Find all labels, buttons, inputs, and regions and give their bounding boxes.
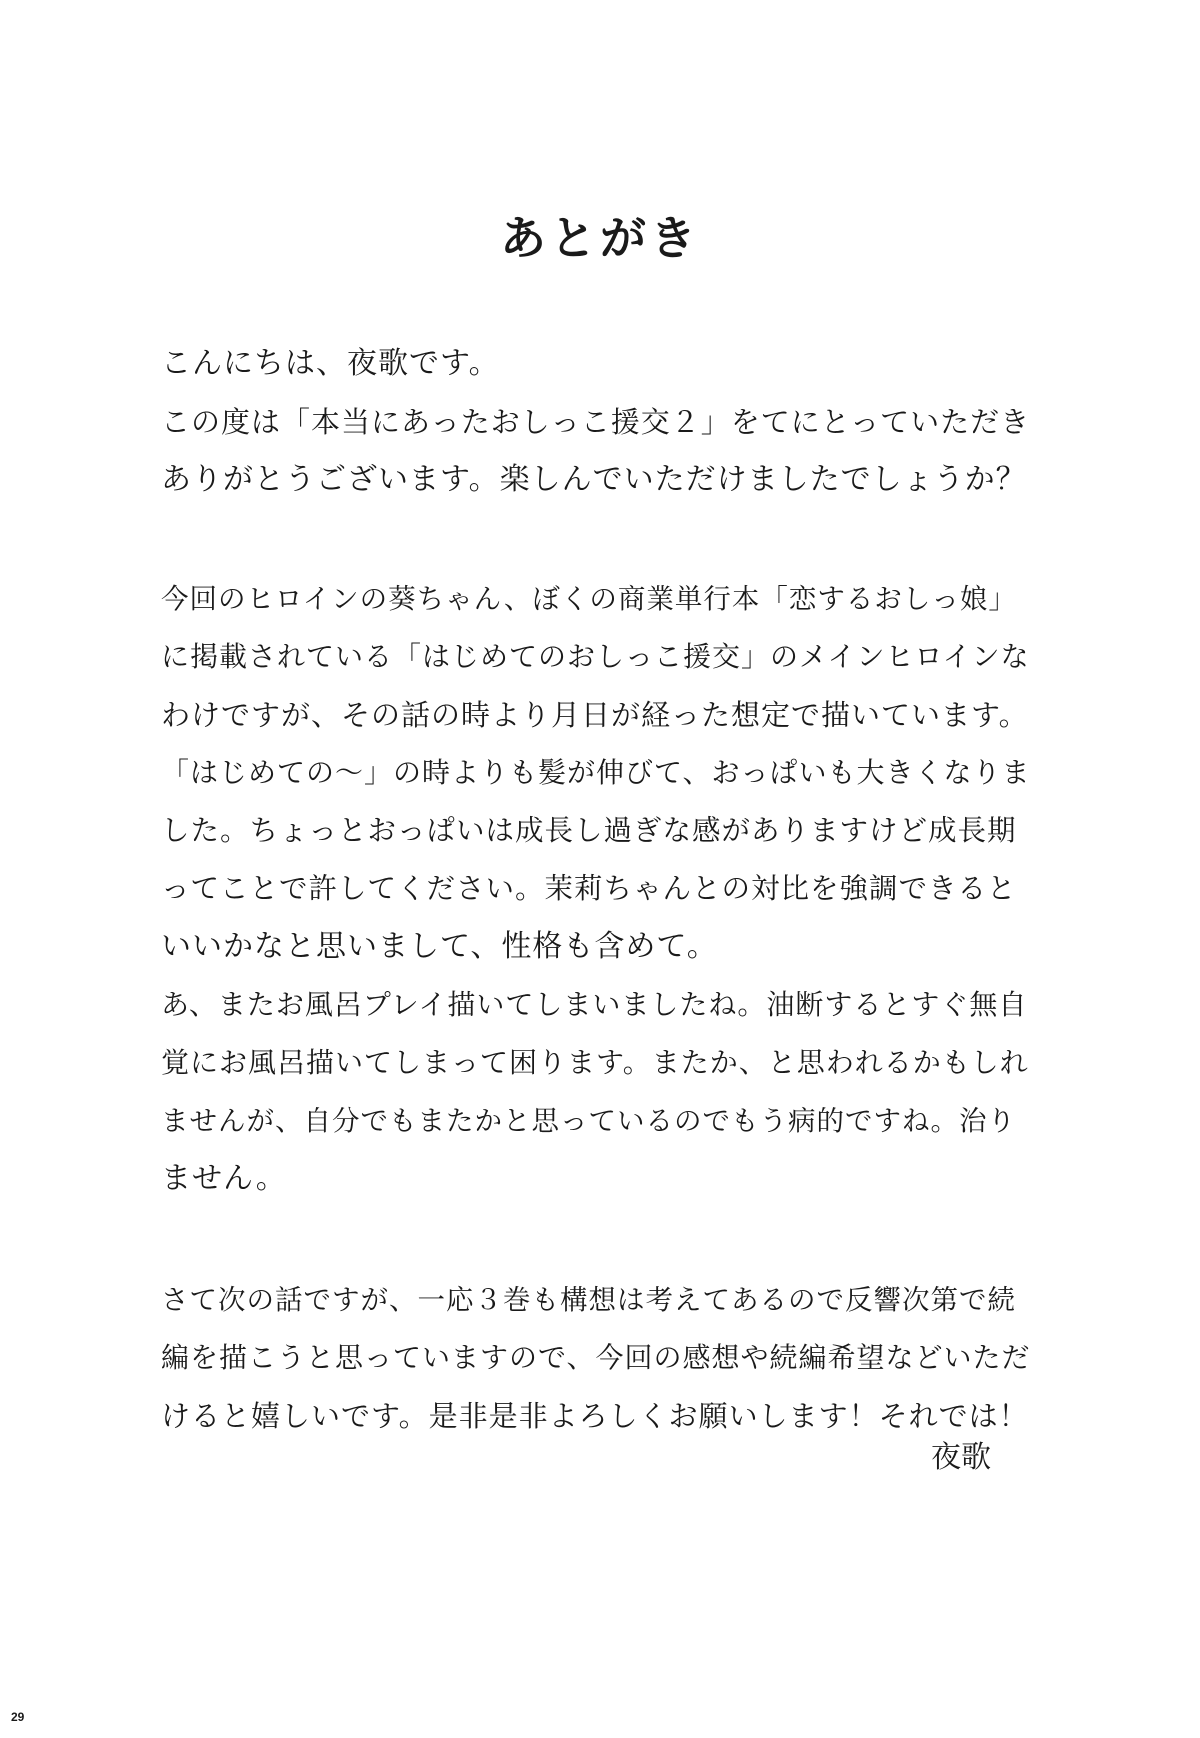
body-line: わけですが、その話の時より月日が経った想定で描いています。 [161, 698, 1029, 732]
body-line: した。ちょっとおっぱいは成長し過ぎな感がありますけど成長期 [161, 814, 1017, 847]
body-line: 編を描こうと思っていますので、今回の感想や続編希望などいただ [161, 1341, 1031, 1374]
page-number: 29 [11, 1710, 25, 1724]
body-line: いいかなと思いまして、性格も含めて。 [161, 929, 718, 964]
body-line: この度は「本当にあったおしっこ援交２」をてにとっていただき [161, 405, 1031, 439]
body-line: ってことで許してください。茉莉ちゃんとの対比を強調できると [161, 872, 1017, 905]
author-signature: 夜歌 [931, 1440, 991, 1475]
body-line: あ、またお風呂プレイ描いてしまいましたね。油断するとすぐ無自 [161, 988, 1028, 1021]
body-line: に掲載されている「はじめてのおしっこ援交」のメインヒロインな [161, 640, 1030, 673]
body-line: こんにちは、夜歌です。 [161, 346, 500, 381]
page-title: あとがき [500, 211, 700, 265]
body-line: けると嬉しいです。是非是非よろしくお願いします！それでは！ [161, 1399, 1029, 1433]
body-line: 今回のヒロインの葵ちゃん、ぼくの商業単行本「恋するおしっ娘」 [161, 583, 1017, 615]
body-line: 「はじめての～」の時よりも髪が伸びて、おっぱいも大きくなりま [161, 756, 1031, 789]
body-line: ありがとうございます。楽しんでいただけましたでしょうか？ [161, 462, 1027, 497]
body-line: ません。 [161, 1161, 287, 1196]
body-line: 覚にお風呂描いてしまって困ります。またか、と思われるかもしれ [161, 1046, 1029, 1079]
body-line: さて次の話ですが、一応３巻も構想は考えてあるので反響次第で続 [161, 1284, 1016, 1316]
body-line: ませんが、自分でもまたかと思っているのでもう病的ですね。治り [161, 1105, 1016, 1137]
